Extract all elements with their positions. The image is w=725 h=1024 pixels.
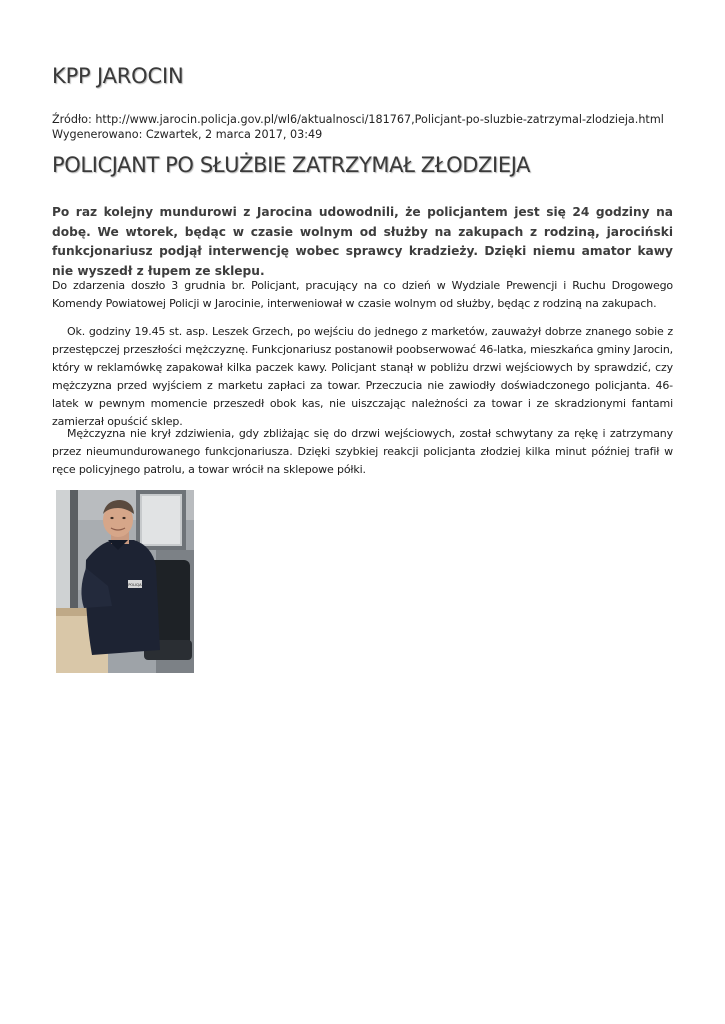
article-paragraph-1: Do zdarzenia doszło 3 grudnia br. Policjant, pracujący na co dzień w Wydziale Prewencji i Ruchu Drogowego Komendy Powiatowej Policji w Jarocinie, interweniował w czasie wolnym od służby, będąc z rodziną na zakupach.: [52, 279, 673, 310]
article-lead: Po raz kolejny mundurowi z Jarocina udowodnili, że policjantem jest się 24 godziny na dobę. We wtorek, będąc w czasie wolnym od służby na zakupach z rodziną, jarociński funkcjonariusz podjął interwencję wobec sprawcy kradzieży. Dzięki niemu amator kawy nie wyszedł z łupem ze sklepu.: [52, 205, 673, 278]
article-photo: [56, 490, 194, 673]
generated-line: Wygenerowano: Czwartek, 2 marca 2017, 03:49: [52, 127, 323, 141]
article-paragraph-2: Ok. godziny 19.45 st. asp. Leszek Grzech, po wejściu do jednego z marketów, zauważył dobrze znanego sobie z przestępczej przeszłości mężczyznę. Funkcjonariusz postanowił poobserwować 46-latka, mieszkańca gminy Jarocin, który w reklamówkę zapakował kilka paczek kawy. Policjant stanął w pobliżu drzwi wejściowych by sprawdzić, czy mężczyzna przed wyjściem z marketu zapłaci za towar. Przeczucia nie zawiodły doświadczonego policjanta. 46-latek w pewnym momencie przeszedł obok kas, nie uiszczając należności za towar i ze skradzionymi fantami zamierzał opuścić sklep.: [52, 325, 673, 428]
article-title: POLICJANT PO SŁUŻBIE ZATRZYMAŁ ZŁODZIEJA: [52, 153, 531, 177]
source-line: Źródło: http://www.jarocin.policja.gov.pl/wl6/aktualnosci/181767,Policjant-po-sluzbie-zatrzymal-zlodzieja.html: [52, 113, 664, 126]
site-title: KPP JAROCIN: [52, 64, 184, 88]
badge-text: POLICJA: [128, 583, 142, 587]
document-meta: [52, 113, 692, 142]
article-paragraph-3: Mężczyzna nie krył zdziwienia, gdy zbliżając się do drzwi wejściowych, został schwytany za rękę i zatrzymany przez nieumundurowanego funkcjonariusza. Dzięki szybkiej reakcji policjanta złodziej kilka minut później trafił w ręce policyjnego patrolu, a towar wrócił na sklepowe półki.: [52, 427, 673, 476]
